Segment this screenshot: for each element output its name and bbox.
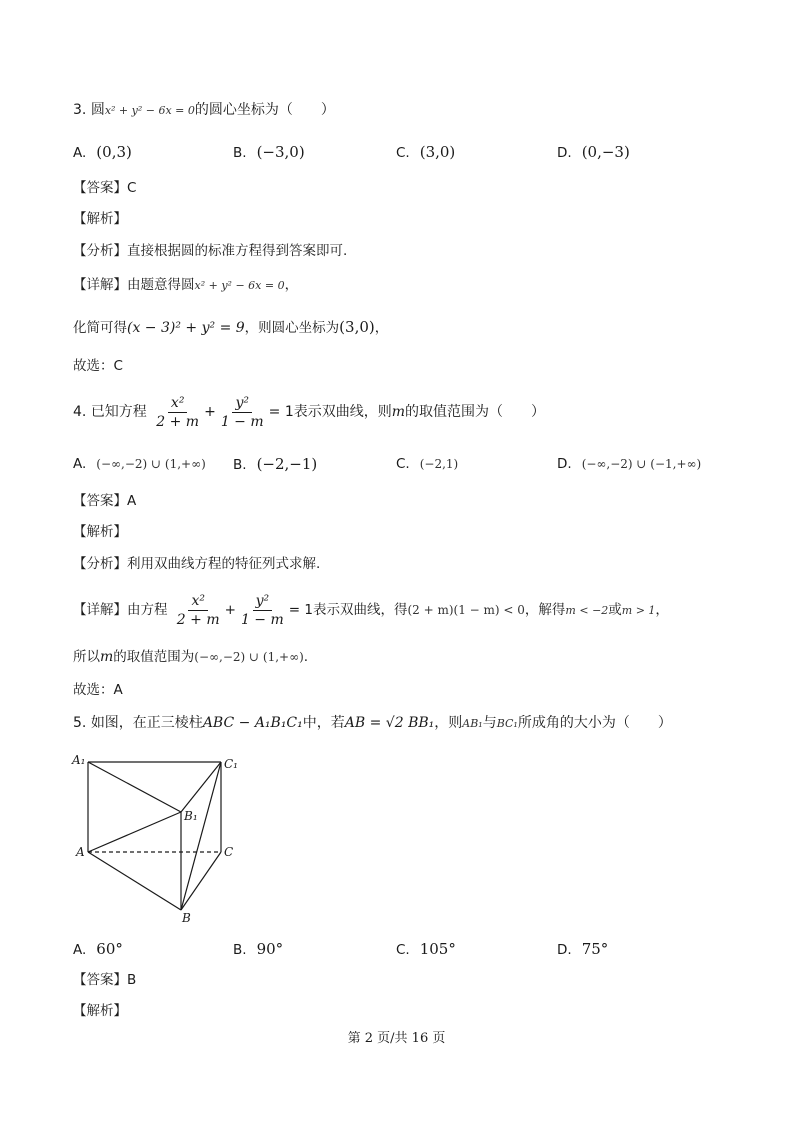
q4-range-var-m: m [100, 649, 114, 665]
q5-option-d-value: 75° [581, 940, 609, 958]
q4-answer-tag: 【答案】 [73, 493, 127, 509]
q3-stem-circle: 圆 [90, 102, 105, 118]
q5-stem-pre: 如图，在正三棱柱 [90, 715, 203, 731]
q4-or: 或 [608, 602, 622, 618]
q4-solve-post: ， [655, 602, 669, 618]
q3-answer-tag: 【答案】 [73, 180, 127, 196]
q5-option-c: C. 105° [396, 940, 456, 958]
q3-option-a-value: (0,3) [96, 143, 132, 161]
q4-choice: 故选：A [73, 682, 123, 698]
page-footer: 第 2 页/共 16 页 [347, 1031, 446, 1046]
q3-stem-tail: 的圆心坐标为（ ） [194, 102, 335, 118]
q3-stem-equation: x² + y² − 6x = 0 [104, 104, 195, 117]
edge-a-b [88, 852, 181, 910]
q5-option-b: B. 90° [233, 940, 284, 958]
q3-simplify-post: ， [374, 320, 389, 336]
q5-answer-tag: 【答案】 [73, 972, 127, 988]
q5-stem-mid3: 与 [482, 715, 497, 731]
q4-option-c-value: (−2,1) [419, 457, 459, 471]
q3-xiangjie-pre: 由题意得圆 [127, 277, 195, 293]
q4-stem-pre: 已知方程 [90, 404, 147, 420]
q3-option-a: A. (0,3) [73, 143, 132, 161]
q3-choice: 故选：C [73, 358, 123, 374]
q4-solution-1: m < −2 [565, 604, 609, 617]
q4-fraction-x: $\frac{\text{x²}}{2 + m}$ [156, 394, 200, 430]
q5-answer-value: B [127, 972, 137, 988]
q3-answer-value: C [127, 180, 137, 196]
q5-option-c-value: 105° [419, 940, 456, 958]
q4-solution-2: m > 1 [621, 604, 656, 617]
q4-range-value: (−∞,−2) ∪ (1,+∞) [194, 650, 304, 664]
q5-segment-2: BC₁ [496, 717, 518, 730]
q4-range-pre: 所以 [73, 649, 100, 665]
q5-answer [73, 971, 136, 989]
q4-range-mid: 的取值范围为 [113, 649, 195, 665]
q3-answer [73, 179, 136, 197]
q4-xiangjie-equals-one: = 1 [288, 602, 313, 618]
q3-simplify-pre: 化简可得 [73, 320, 127, 336]
q3-simplify-value: (3,0) [339, 318, 375, 336]
q4-xiangjie-fraction-x: $\frac{\text{x²}}{2 + m}$ [176, 592, 220, 628]
q4-inequality: (2 + m)(1 − m) < 0 [407, 603, 525, 617]
q5-option-a-value: 60° [96, 940, 123, 958]
q4-xiangjie-mid: 表示双曲线，得 [312, 602, 408, 618]
q4-xiangjie [73, 590, 669, 631]
label-a1: A₁ [72, 753, 86, 767]
edge-a1-b1 [88, 762, 181, 812]
q3-fenxi-text: 直接根据圆的标准方程得到答案即可. [127, 243, 348, 259]
q4-stem-tail: 的取值范围为（ ） [405, 404, 546, 420]
q4-stem [73, 392, 545, 432]
q4-xiangjie-pre: 由方程 [127, 602, 168, 618]
q3-stem [73, 101, 335, 120]
q3-option-d: D. (0,−3) [557, 143, 630, 161]
q3-simplify-mid: ，则圆心坐标为 [244, 320, 340, 336]
edge-b1-c1 [181, 762, 221, 812]
label-b: B [182, 911, 191, 925]
label-a: A [76, 845, 85, 859]
q4-xiangjie-fraction-y: $\frac{\text{y²}}{1 - m}$ [240, 592, 284, 628]
q4-fenxi-text: 利用双曲线方程的特征列式求解. [127, 556, 321, 572]
segment-a-b1 [88, 812, 181, 852]
q5-stem-mid1: 中，若 [302, 715, 345, 731]
q3-xiangjie-tag: 【详解】 [73, 277, 127, 293]
q4-option-d-value: (−∞,−2) ∪ (−1,+∞) [581, 457, 702, 471]
q4-option-b-value: (−2,−1) [256, 455, 318, 473]
q4-analysis-tag: 【解析】 [73, 524, 127, 540]
q4-option-b: B. (−2,−1) [233, 455, 318, 473]
q3-xiangjie-equation: x² + y² − 6x = 0 [194, 279, 285, 292]
q5-option-a: A. 60° [73, 940, 123, 958]
q4-var-m: m [391, 404, 406, 420]
q5-stem-mid2: ，则 [434, 715, 463, 731]
q5-segment-1: AB₁ [462, 717, 483, 730]
q4-plus: + [204, 404, 216, 420]
segment-b-c1 [181, 762, 221, 910]
q5-option-b-value: 90° [256, 940, 284, 958]
q4-answer [73, 492, 136, 510]
q3-fenxi-tag: 【分析】 [73, 243, 127, 259]
q4-fenxi [73, 555, 320, 573]
edge-b-c [181, 852, 221, 910]
q3-option-b-value: (−3,0) [256, 143, 305, 161]
q5-analysis-tag: 【解析】 [73, 1003, 127, 1019]
q4-fenxi-tag: 【分析】 [73, 556, 127, 572]
q3-option-d-value: (0,−3) [581, 143, 630, 161]
label-c1: C₁ [224, 757, 238, 771]
q4-option-a-value: (−∞,−2) ∪ (1,+∞) [96, 457, 206, 471]
q4-solve-pre: ，解得 [524, 602, 566, 618]
q3-option-c: C. (3,0) [396, 143, 456, 161]
q4-number: 4. [73, 404, 87, 420]
q4-equals-one: = 1 [268, 404, 294, 420]
q4-option-c: C. (−2,1) [396, 456, 459, 472]
prism-figure [70, 750, 250, 925]
q4-option-a: A. (−∞,−2) ∪ (1,+∞) [73, 456, 206, 472]
q3-simplify [73, 318, 388, 337]
q3-number: 3. [73, 102, 87, 118]
q4-xiangjie-tag: 【详解】 [73, 602, 127, 618]
q5-number: 5. [73, 715, 87, 731]
q4-option-d: D. (−∞,−2) ∪ (−1,+∞) [557, 456, 702, 472]
q3-fenxi [73, 242, 347, 260]
q5-prism: ABC − A₁B₁C₁ [202, 715, 303, 731]
q3-analysis-tag: 【解析】 [73, 211, 127, 227]
q3-xiangjie-post: ， [284, 277, 299, 293]
q3-xiangjie [73, 276, 298, 295]
q5-stem [73, 714, 672, 733]
q5-condition: AB = √2 BB₁ [344, 715, 435, 731]
q4-range [73, 648, 308, 666]
label-c: C [224, 845, 234, 859]
q4-range-post: . [303, 649, 309, 665]
q3-option-b: B. (−3,0) [233, 143, 305, 161]
q3-simplify-equation: (x − 3)² + y² = 9 [127, 320, 245, 336]
q4-xiangjie-plus: + [224, 602, 236, 618]
q4-fraction-y: $\frac{\text{y²}}{1 - m}$ [220, 394, 264, 430]
q5-stem-tail: 所成角的大小为（ ） [517, 715, 672, 731]
q4-stem-mid: 表示双曲线，则 [293, 404, 392, 420]
q3-option-c-value: (3,0) [419, 143, 456, 161]
label-b1: B₁ [184, 809, 198, 823]
q4-answer-value: A [127, 493, 137, 509]
q5-option-d: D. 75° [557, 940, 609, 958]
